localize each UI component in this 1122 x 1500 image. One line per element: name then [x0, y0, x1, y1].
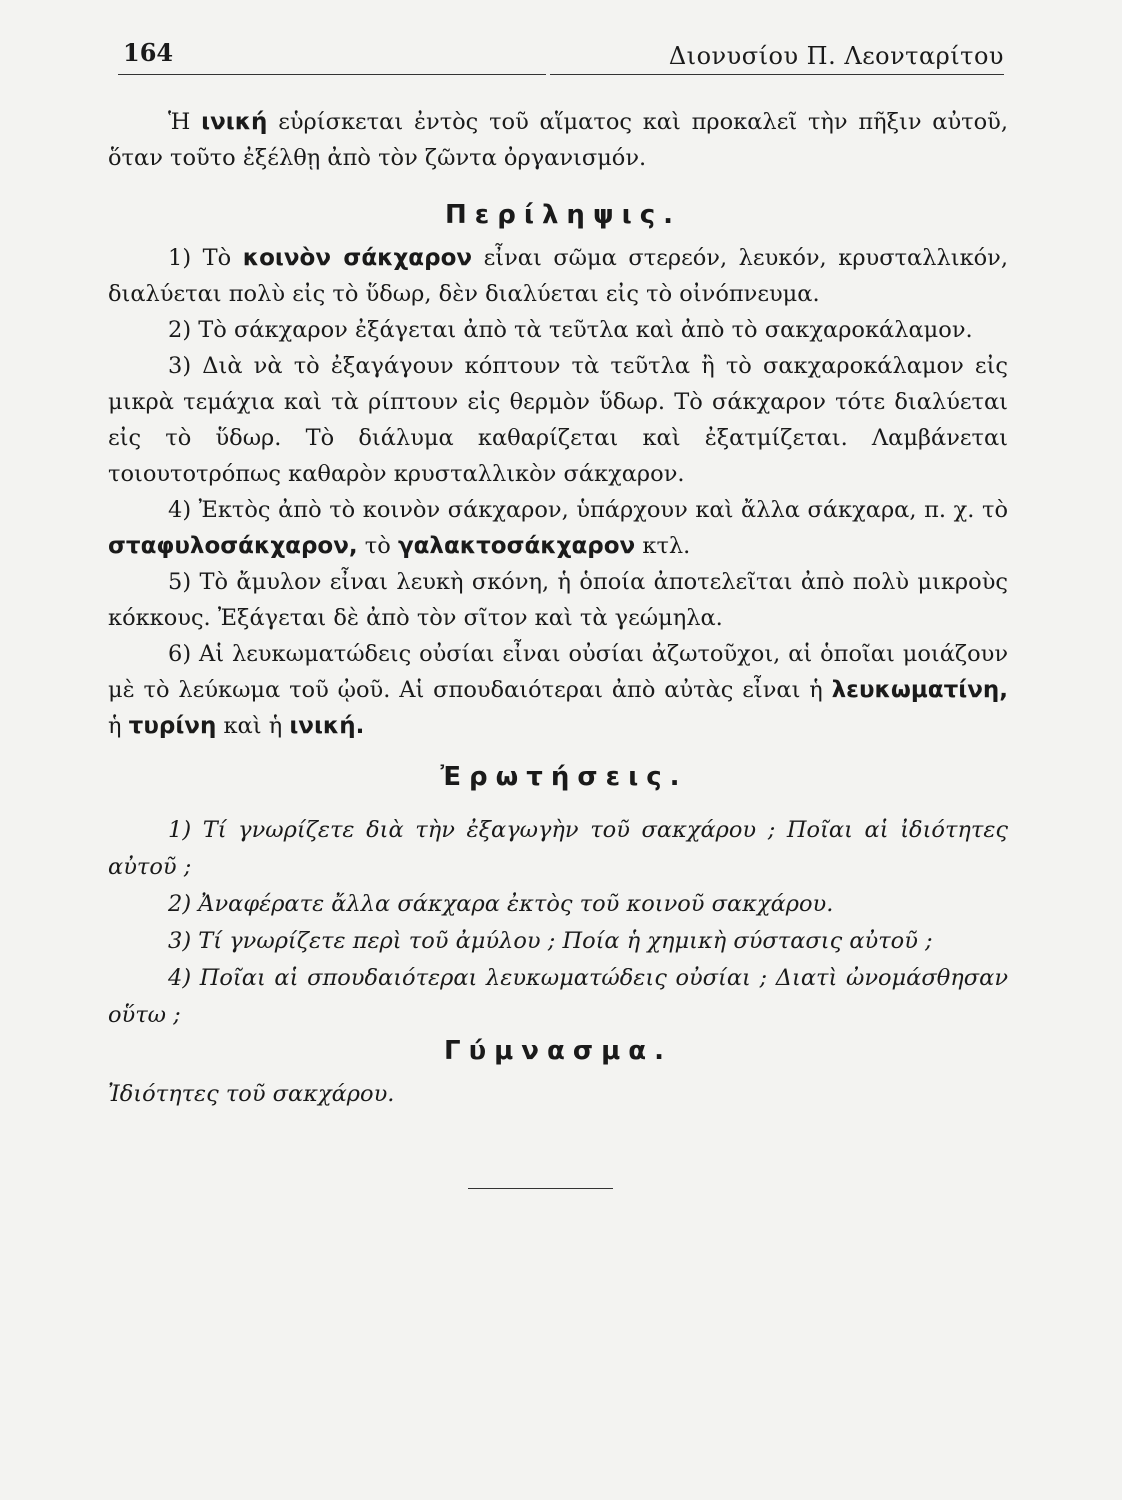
summary-item-2: 2) Τὸ σάκχαρον ἐξάγεται ἀπὸ τὰ τεῦτλα καὶ ἀπὸ τὸ σακχαροκάλαμον. — [168, 317, 973, 343]
question-item: 2) Ἀναφέρατε ἄλλα σάκχαρα ἐκτὸς τοῦ κοινοῦ σακχάρου. — [168, 891, 834, 917]
header-rule — [118, 74, 1004, 75]
running-head: Διονυσίου Π. Λεονταρίτου — [668, 42, 1004, 70]
term-common-sugar: κοινὸν σάκχαρον — [242, 245, 473, 271]
exercise-text: Ἰδιότητες τοῦ σακχάρου. — [108, 1081, 395, 1107]
summary-item-1: 1) Τὸ κοινὸν σάκχαρον εἶναι σῶμα στερεόν, λευκόν, κρυσταλλικόν, διαλύεται πολὺ εἰς τὸ ὕδωρ, δὲν διαλύεται εἰς τὸ οἰνόπνευμα. — [108, 245, 1009, 307]
term-inike: ινική — [201, 109, 268, 135]
term-grape-sugar: σταφυλοσάκχαρον, — [108, 533, 358, 559]
term-fibrin: ινική. — [289, 713, 365, 739]
questions-list — [108, 812, 1008, 1034]
question-item: 4) Ποῖαι αἱ σπουδαιότεραι λευκωματώδεις οὐσίαι ; Διατὶ ὠνομάσθησαν οὕτω ; — [108, 965, 1008, 1028]
page-header — [118, 38, 1004, 72]
question-item: 1) Τί γνωρίζετε διὰ τὴν ἐξαγωγὴν τοῦ σακχάρου ; Ποῖαι αἱ ἰδιότητες αὐτοῦ ; — [108, 817, 1008, 880]
term-casein: τυρίνη — [128, 713, 217, 739]
page-number: 164 — [123, 38, 174, 67]
term-albumin: λευκωματίνη, — [831, 677, 1008, 703]
summary-item-4: 4) Ἐκτὸς ἀπὸ τὸ κοινὸν σάκχαρον, ὑπάρχουν καὶ ἄλλα σάκχαρα, π. χ. τὸ σταφυλοσάκχαρον, τὸ γαλακτοσάκχαρον κτλ. — [108, 497, 1008, 559]
summary-item-6: 6) Αἱ λευκωματώδεις οὐσίαι εἶναι οὐσίαι ἀζωτοῦχοι, αἱ ὁποῖαι μοιάζουν μὲ τὸ λεύκωμα τοῦ ᾠοῦ. Αἱ σπουδαιότεραι ἀπὸ αὐτὰς εἶναι ἡ λευκωματίνη, ἡ τυρίνη καὶ ἡ ινική. — [108, 641, 1008, 739]
summary-item-3: 3) Διὰ νὰ τὸ ἐξαγάγουν κόπτουν τὰ τεῦτλα ἢ τὸ σακχαροκάλαμον εἰς μικρὰ τεμάχια καὶ τὰ ρίπτουν εἰς θερμὸν ὕδωρ. Τὸ σάκχαρον τότε διαλύεται εἰς τὸ ὕδωρ. Τὸ διάλυμα καθαρίζεται καὶ ἐξατμίζεται. Λαμβάνεται τοιουτοτρόπως καθαρὸν κρυσταλλικὸν σάκχαρον. — [108, 353, 1008, 487]
end-rule — [468, 1188, 613, 1189]
page-body — [108, 104, 1008, 1112]
questions-heading: Ἐρωτήσεις. — [440, 762, 688, 792]
term-milk-sugar: γαλακτοσάκχαρον — [397, 533, 636, 559]
intro-paragraph: Ἡ ινική εὑρίσκεται ἐντὸς τοῦ αἵματος καὶ προκαλεῖ τὴν πῆξιν αὐτοῦ, ὅταν τοῦτο ἐξέλθῃ ἀπὸ τὸν ζῶντα ὀργανισμόν. — [108, 109, 1008, 171]
summary-item-5: 5) Τὸ ἄμυλον εἶναι λευκὴ σκόνη, ἡ ὁποία ἀποτελεῖται ἀπὸ πολὺ μικροὺς κόκκους. Ἐξάγεται δὲ ἀπὸ τὸν σῖτον καὶ τὰ γεώμηλα. — [108, 569, 1008, 631]
question-item: 3) Τί γνωρίζετε περὶ τοῦ ἀμύλου ; Ποία ἡ χημικὴ σύστασις αὐτοῦ ; — [168, 928, 933, 954]
exercise-heading: Γύμνασμα. — [444, 1036, 672, 1066]
summary-heading: Περίληψις. — [445, 200, 681, 230]
